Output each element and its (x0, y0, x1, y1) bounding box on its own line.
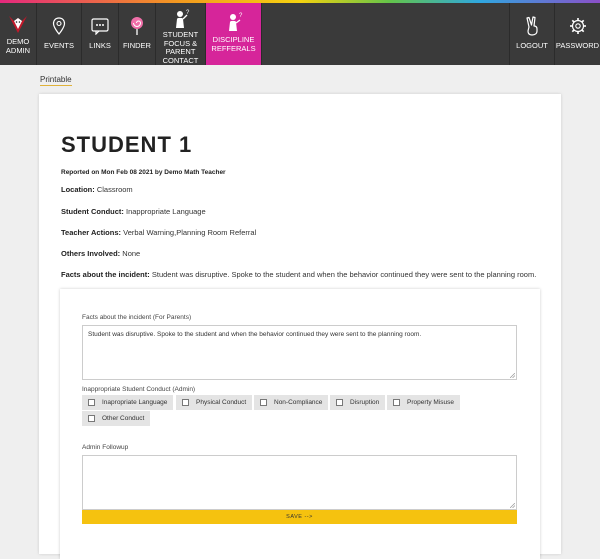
page-title: STUDENT 1 (61, 132, 193, 157)
option-label: Disruption (350, 399, 380, 406)
location-value: Classroom (96, 185, 133, 194)
gear-icon (569, 15, 587, 37)
report-card (39, 94, 561, 554)
location-label: Location: (61, 185, 95, 194)
save-button[interactable]: SAVE --> (82, 510, 517, 524)
resize-grip-icon[interactable] (510, 373, 515, 378)
nav-home[interactable] (0, 3, 37, 65)
option-label: Non-Compliance (274, 399, 323, 406)
nav-logout-label: LOGOUT (516, 41, 548, 50)
nav-student-focus-label: STUDENT FOCUS & PARENT CONTACT (162, 30, 199, 65)
checkbox-icon[interactable] (182, 399, 189, 406)
conduct-option-inapropriate-language[interactable] (82, 395, 173, 410)
resize-grip-icon[interactable] (510, 503, 515, 508)
nav-discipline-label: DISCIPLINE REFFERALS (211, 35, 256, 53)
conduct-option-physical-conduct[interactable] (176, 395, 252, 410)
facts-field (61, 270, 536, 279)
option-label: Physical Conduct (196, 399, 247, 406)
chat-bubble-icon (91, 15, 109, 37)
facts-value: Student was disruptive. Spoke to the student and when the behavior continued they were sent to the planning room. (151, 270, 537, 279)
student-icon (172, 9, 190, 29)
nav-logout[interactable] (509, 3, 555, 65)
actions-value: Verbal Warning,Planning Room Referral (123, 228, 257, 237)
fox-logo-icon (7, 13, 29, 35)
others-label: Others Involved: (61, 249, 121, 258)
nav-discipline-refferals[interactable] (206, 3, 262, 65)
facts-parents-label: Facts about the incident (For Parents) (82, 314, 192, 321)
followup-label: Admin Followup (82, 444, 129, 451)
checkbox-icon[interactable] (260, 399, 267, 406)
actions-field (61, 228, 256, 237)
conduct-field (61, 207, 206, 216)
conduct-label: Student Conduct: (61, 207, 124, 216)
reported-line: Reported on Mon Feb 08 2021 by Demo Math Teacher (61, 169, 226, 176)
nav-events-label: EVENTS (43, 41, 74, 50)
conduct-option-non-compliance[interactable] (254, 395, 328, 410)
svg-text:?: ? (185, 10, 189, 16)
conduct-option-disruption[interactable] (330, 395, 385, 410)
peace-hand-icon (524, 15, 540, 37)
top-nav (0, 3, 600, 65)
checkbox-icon[interactable] (88, 399, 95, 406)
nav-links-label: LINKS (89, 41, 111, 50)
nav-spacer (262, 3, 509, 65)
option-label: Inapropriate Language (102, 399, 168, 406)
nav-events[interactable] (37, 3, 82, 65)
conduct-admin-label: Inappropriate Student Conduct (Admin) (82, 386, 196, 393)
svg-text:?: ? (238, 13, 242, 19)
facts-parents-text: Student was disruptive. Spoke to the student and when the behavior continued they were sent to the planning room. (88, 331, 422, 338)
others-value: None (122, 249, 141, 258)
followup-textarea[interactable] (82, 455, 517, 510)
location-field (61, 185, 133, 194)
others-field (61, 249, 140, 258)
nav-finder-label: FINDER (123, 41, 151, 50)
checkbox-icon[interactable] (393, 399, 400, 406)
conduct-option-other-conduct[interactable] (82, 411, 150, 426)
checkbox-icon[interactable] (88, 415, 95, 422)
nav-password[interactable] (555, 3, 600, 65)
option-label: Other Conduct (102, 415, 145, 422)
nav-home-label: DEMO ADMIN (5, 37, 31, 55)
printable-link[interactable]: Printable (40, 75, 72, 84)
nav-password-label: PASSWORD (555, 41, 600, 50)
conduct-option-property-misuse[interactable] (387, 395, 460, 410)
discipline-icon (225, 11, 243, 33)
nav-links[interactable] (82, 3, 119, 65)
actions-label: Teacher Actions: (61, 228, 122, 237)
checkbox-icon[interactable] (336, 399, 343, 406)
facts-label: Facts about the incident: (61, 270, 150, 279)
conduct-value: Inappropriate Language (126, 207, 206, 216)
lollipop-icon (128, 15, 146, 37)
facts-parents-textarea[interactable] (82, 325, 517, 380)
nav-finder[interactable] (119, 3, 156, 65)
option-label: Property Misuse (407, 399, 454, 406)
admin-form (60, 289, 540, 559)
nav-student-focus[interactable] (156, 3, 206, 65)
map-pin-icon (52, 15, 66, 37)
